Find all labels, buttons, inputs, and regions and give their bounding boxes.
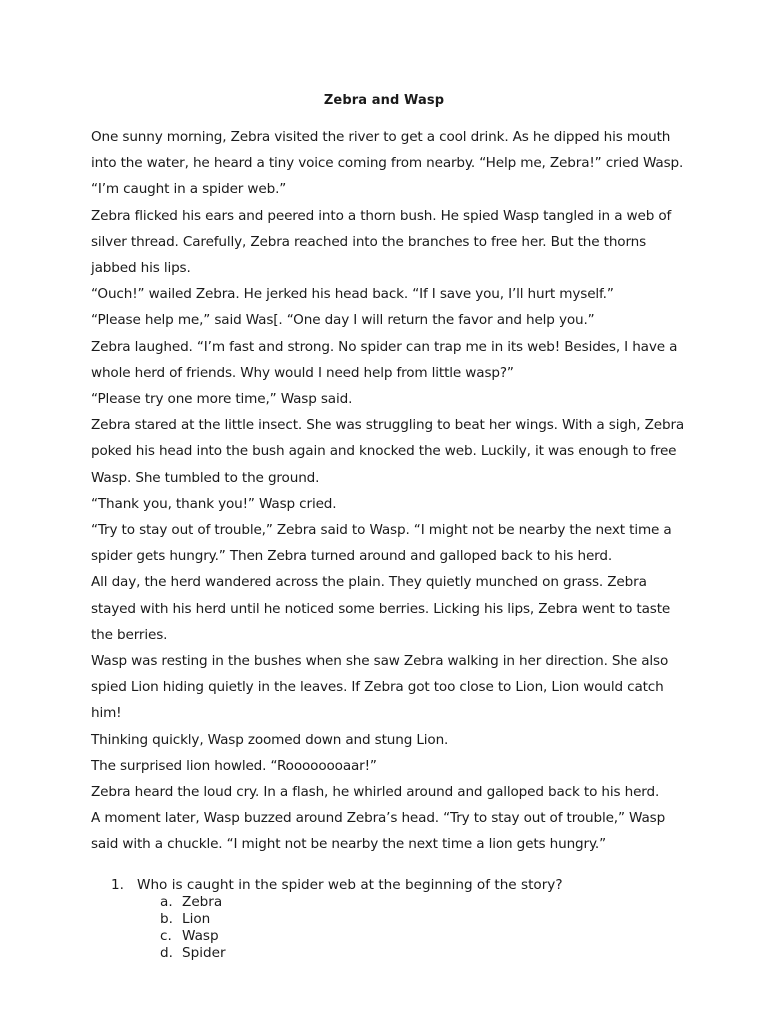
story-paragraph: Zebra stared at the little insect. She was struggling to beat her wings. With a sigh, Zebra poked his head into the bush again and knocked the web. Luckily, it was enough to free Wasp. She tumbled to the ground.	[91, 417, 685, 486]
option-text: Lion	[182, 911, 211, 927]
answer-options	[111, 894, 671, 962]
option-letter: b.	[160, 911, 173, 927]
story-paragraph: Zebra flicked his ears and peered into a thorn bush. He spied Wasp tangled in a web of silver thread. Carefully, Zebra reached into the branches to free her. But the thorns jabbed his lips.	[91, 207, 672, 277]
answer-option	[160, 894, 671, 911]
answer-option	[160, 911, 671, 928]
story-paragraph: The surprised lion howled. “Roooooooaar!”	[91, 757, 377, 774]
story-paragraph: All day, the herd wandered across the plain. They quietly munched on grass. Zebra stayed with his herd until he noticed some berries. Licking his lips, Zebra went to taste the berries.	[91, 574, 671, 643]
option-text: Wasp	[182, 928, 219, 944]
question-row	[111, 877, 671, 894]
answer-option	[160, 928, 671, 945]
story-title: Zebra and Wasp	[323, 93, 445, 108]
story-paragraph: Wasp was resting in the bushes when she saw Zebra walking in her direction. She also spied Lion hiding quietly in the leaves. If Zebra got too close to Lion, Lion would catch him!	[91, 653, 669, 722]
option-letter: a.	[160, 894, 173, 910]
question-text: Who is caught in the spider web at the beginning of the story?	[137, 877, 563, 893]
story-paragraph: “Try to stay out of trouble,” Zebra said to Wasp. “I might not be nearby the next time a spider gets hungry.” Then Zebra turned around and galloped back to his herd.	[91, 522, 672, 565]
story-paragraph: Zebra heard the loud cry. In a flash, he whirled around and galloped back to his herd.	[91, 784, 660, 801]
question-number: 1.	[111, 877, 124, 893]
story-paragraph: “Please try one more time,” Wasp said.	[91, 391, 353, 408]
story-paragraph: “Ouch!” wailed Zebra. He jerked his head back. “If I save you, I’ll hurt myself.”	[91, 286, 614, 303]
story-paragraph: A moment later, Wasp buzzed around Zebra’s head. “Try to stay out of trouble,” Wasp said with a chuckle. “I might not be nearby the next time a lion gets hungry.”	[91, 810, 666, 853]
story-paragraph: “Thank you, thank you!” Wasp cried.	[91, 495, 337, 512]
option-letter: d.	[160, 945, 173, 961]
story-paragraph: Zebra laughed. “I’m fast and strong. No spider can trap me in its web! Besides, I have a whole herd of friends. Why would I need help from little wasp?”	[91, 338, 678, 381]
option-letter: c.	[160, 928, 172, 944]
story-paragraph: “Please help me,” said Was[. “One day I will return the favor and help you.”	[91, 312, 595, 329]
story-paragraph: Thinking quickly, Wasp zoomed down and stung Lion.	[91, 731, 449, 748]
story-body	[91, 124, 691, 858]
answer-option	[160, 945, 671, 962]
option-text: Spider	[182, 945, 226, 961]
question-block	[111, 877, 671, 962]
option-text: Zebra	[182, 894, 223, 910]
story-paragraph: One sunny morning, Zebra visited the river to get a cool drink. As he dipped his mouth into the water, he heard a tiny voice coming from nearby. “Help me, Zebra!” cried Wasp. “I’m caught in a spider web.”	[91, 129, 684, 198]
